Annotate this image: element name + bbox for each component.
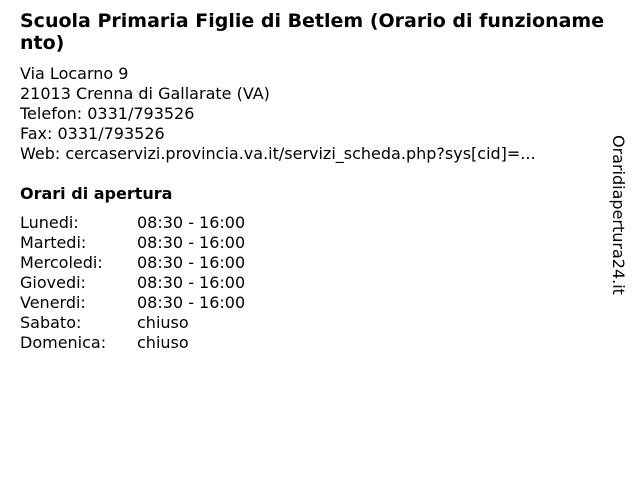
- city-address: 21013 Crenna di Gallarate (VA): [20, 84, 270, 103]
- hours-row-sunday: [20, 333, 245, 353]
- address-block: [20, 64, 610, 164]
- day-hours: 08:30 - 16:00: [137, 293, 246, 312]
- day-label: Mercoledi:: [20, 253, 103, 272]
- day-hours: 08:30 - 16:00: [137, 273, 246, 292]
- hours-row-saturday: [20, 313, 245, 333]
- day-hours: 08:30 - 16:00: [137, 233, 246, 252]
- day-label: Domenica:: [20, 333, 107, 352]
- day-label: Lunedi:: [20, 213, 79, 232]
- page-title: Scuola Primaria Figlie di Betlem (Orario di funzionamento): [20, 10, 605, 54]
- day-label: Venerdi:: [20, 293, 86, 312]
- site-watermark: Oraridiapertura24.it: [609, 135, 628, 295]
- day-hours: 08:30 - 16:00: [137, 213, 246, 232]
- web-link[interactable]: Web: cercaservizi.provincia.va.it/servizi_scheda.php?sys[cid]=...: [20, 144, 536, 163]
- day-label: Giovedi:: [20, 273, 86, 292]
- day-hours: chiuso: [137, 313, 189, 332]
- hours-row-thursday: [20, 273, 245, 293]
- day-hours: 08:30 - 16:00: [137, 253, 246, 272]
- day-label: Martedi:: [20, 233, 87, 252]
- day-label: Sabato:: [20, 313, 82, 332]
- hours-row-friday: [20, 293, 245, 313]
- hours-row-tuesday: [20, 233, 245, 253]
- hours-row-wednesday: [20, 253, 245, 273]
- hours-heading: Orari di apertura: [20, 184, 173, 203]
- fax-number: Fax: 0331/793526: [20, 124, 165, 143]
- hours-row-monday: [20, 213, 245, 233]
- day-hours: chiuso: [137, 333, 189, 352]
- hours-table: [20, 213, 245, 353]
- phone-number: Telefon: 0331/793526: [20, 104, 195, 123]
- street-address: Via Locarno 9: [20, 64, 129, 83]
